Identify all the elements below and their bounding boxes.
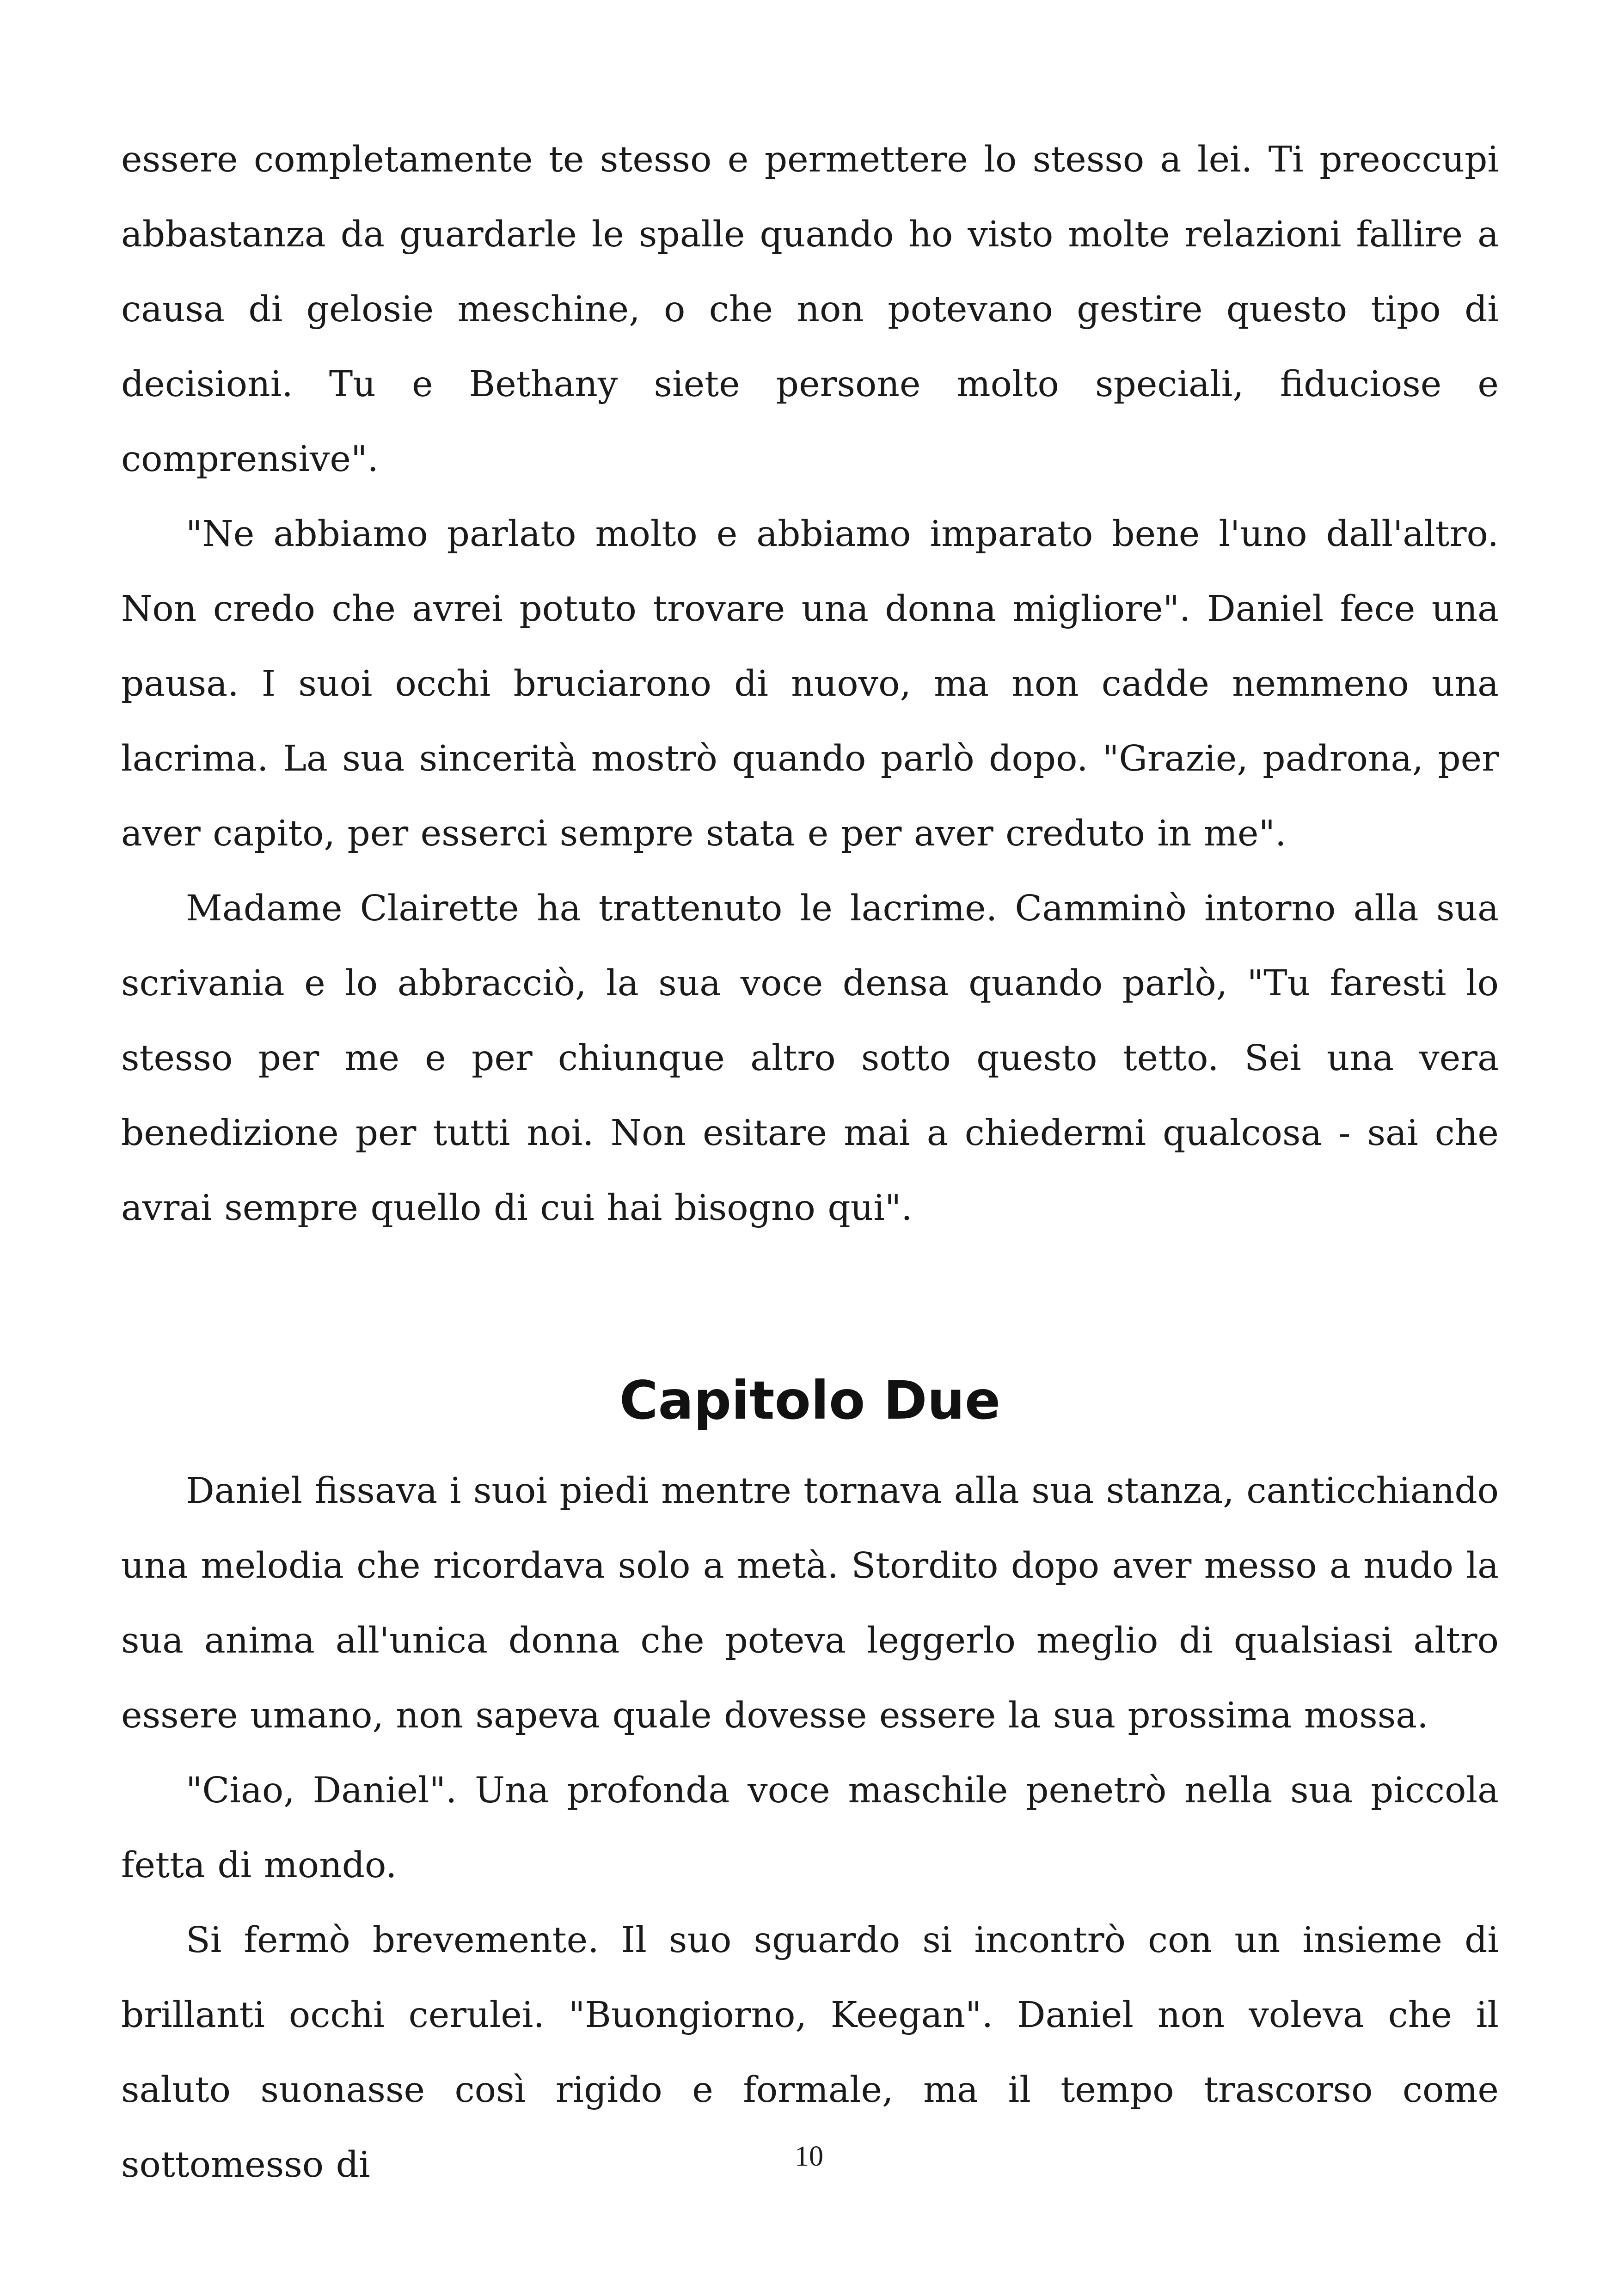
paragraph-continuation: essere completamente te stesso e permettere lo stesso a lei. Ti preoccupi abbastanza da guardarle le spalle quando ho visto molte relazioni fallire a causa di gelosie meschine, o che non potevano gestire questo tipo di decisioni. Tu e Bethany siete persone molto speciali, fiduciose e comprensive". <box>121 139 1499 480</box>
paragraph: Si fermò brevemente. Il suo sguardo si incontrò con un insieme di brillanti occhi cerulei. "Buongiorno, Keegan". Daniel non voleva che il saluto suonasse così rigido e formale, ma il tempo trascorso come sottomesso di <box>121 1920 1499 2186</box>
chapter-title: Capitolo Due <box>619 1370 1001 1431</box>
paragraph: Madame Clairette ha trattenuto le lacrime. Camminò intorno alla sua scrivania e lo abbracciò, la sua voce densa quando parlò, "Tu faresti lo stesso per me e per chiunque altro sotto questo tetto. Sei una vera benedizione per tutti noi. Non esitare mai a chiedermi qualcosa - sai che avrai sempre quello di cui hai bisogno qui". <box>121 888 1499 1229</box>
paragraph: Daniel fissava i suoi piedi mentre tornava alla sua stanza, canticchiando una melodia che ricordava solo a metà. Stordito dopo aver messo a nudo la sua anima all'unica donna che poteva leggerlo meglio di qualsiasi altro essere umano, non sapeva quale dovesse essere la sua prossima mossa. <box>121 1470 1499 1736</box>
paragraph: "Ne abbiamo parlato molto e abbiamo imparato bene l'uno dall'altro. Non credo che avrei potuto trovare una donna migliore". Daniel fece una pausa. I suoi occhi bruciarono di nuovo, ma non cadde nemmeno una lacrima. La sua sincerità mostrò quando parlò dopo. "Grazie, padrona, per aver capito, per esserci sempre stata e per aver creduto in me". <box>121 514 1499 854</box>
text-block-chapter-two <box>121 1454 1499 2203</box>
paragraph: "Ciao, Daniel". Una profonda voce maschile penetrò nella sua piccola fetta di mondo. <box>121 1770 1499 1886</box>
text-block-before-chapter <box>121 122 1499 1246</box>
page-number: 10 <box>795 2141 823 2172</box>
